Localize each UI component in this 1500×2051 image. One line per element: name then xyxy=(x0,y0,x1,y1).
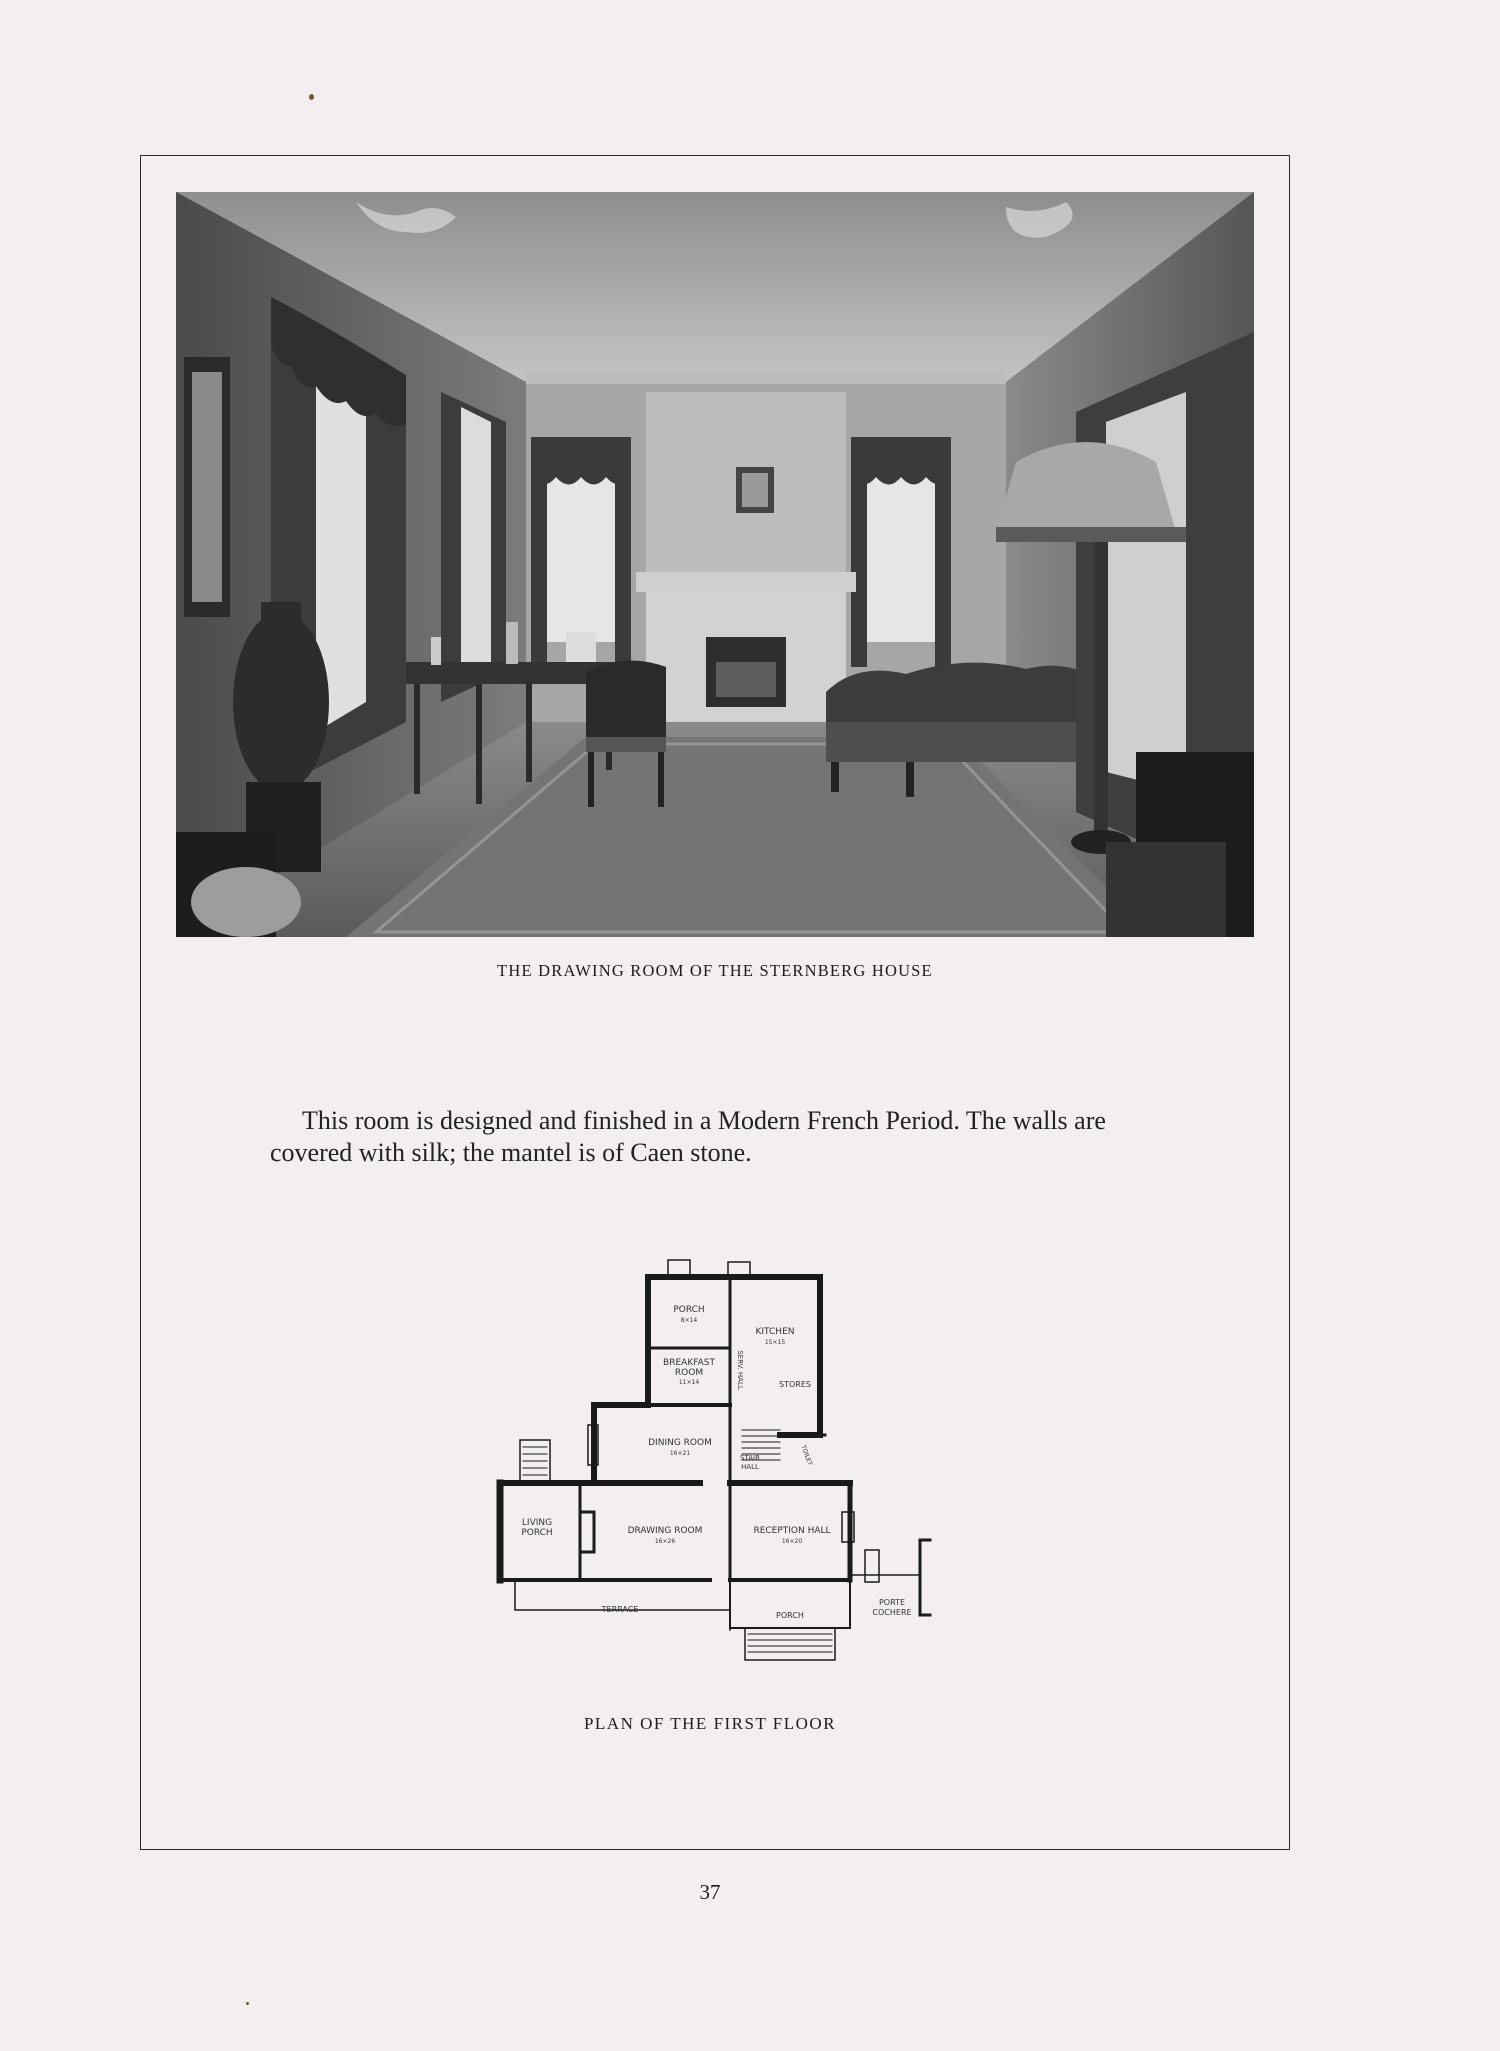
plan-label-rear-porch-dim: 8×14 xyxy=(680,1317,698,1324)
plan-label-breakfast-room: ROOM xyxy=(674,1368,704,1378)
plan-label-dining-dim: 16×21 xyxy=(669,1450,691,1457)
plan-label-kitchen-dim: 15×15 xyxy=(764,1339,786,1346)
plan-label-living-porch: PORCH xyxy=(521,1528,553,1538)
plan-caption: PLAN OF THE FIRST FLOOR xyxy=(583,1714,837,1733)
plan-label-toilet: TOILET xyxy=(799,1444,814,1467)
plan-label-stores: STORES xyxy=(779,1380,811,1389)
plan-label-stair: STAIR xyxy=(740,1454,760,1462)
plan-label-porte: PORTE xyxy=(878,1598,906,1607)
description-paragraph: This room is designed and finished in a Modern French Period. The walls are covered with silk; the mantel is of Caen stone. xyxy=(270,1106,1106,1167)
plan-label-reception-hall: RECEPTION HALL xyxy=(753,1526,831,1536)
plan-label-breakfast-dim: 11×14 xyxy=(678,1379,700,1386)
photo-caption: THE DRAWING ROOM OF THE STERNBERG HOUSE xyxy=(497,961,933,980)
plan-label-dining-room: DINING ROOM xyxy=(648,1438,712,1448)
plan-label-rear-porch: PORCH xyxy=(673,1305,705,1315)
plan-label-drawing-room: DRAWING ROOM xyxy=(627,1526,703,1536)
plan-label-serv-hall: SERV. HALL xyxy=(736,1350,744,1390)
plan-label-terrace: TERRACE xyxy=(601,1605,639,1614)
paper-speck xyxy=(246,2002,249,2005)
first-floor-plan xyxy=(480,1250,960,1705)
plan-label-kitchen: KITCHEN xyxy=(755,1327,795,1337)
paper-speck xyxy=(309,94,314,100)
page-number: 37 xyxy=(699,1880,721,1904)
plan-label-stair-hall: HALL xyxy=(741,1463,759,1471)
drawing-room-photograph xyxy=(176,192,1254,937)
plan-label-front-porch: PORCH xyxy=(776,1611,804,1620)
plan-label-living: LIVING xyxy=(521,1518,553,1528)
plan-label-reception-dim: 16×20 xyxy=(781,1538,803,1545)
plan-label-breakfast: BREAKFAST xyxy=(663,1358,715,1368)
plan-label-cochere: COCHERE xyxy=(872,1608,912,1617)
plan-label-drawing-dim: 16×26 xyxy=(654,1538,676,1545)
